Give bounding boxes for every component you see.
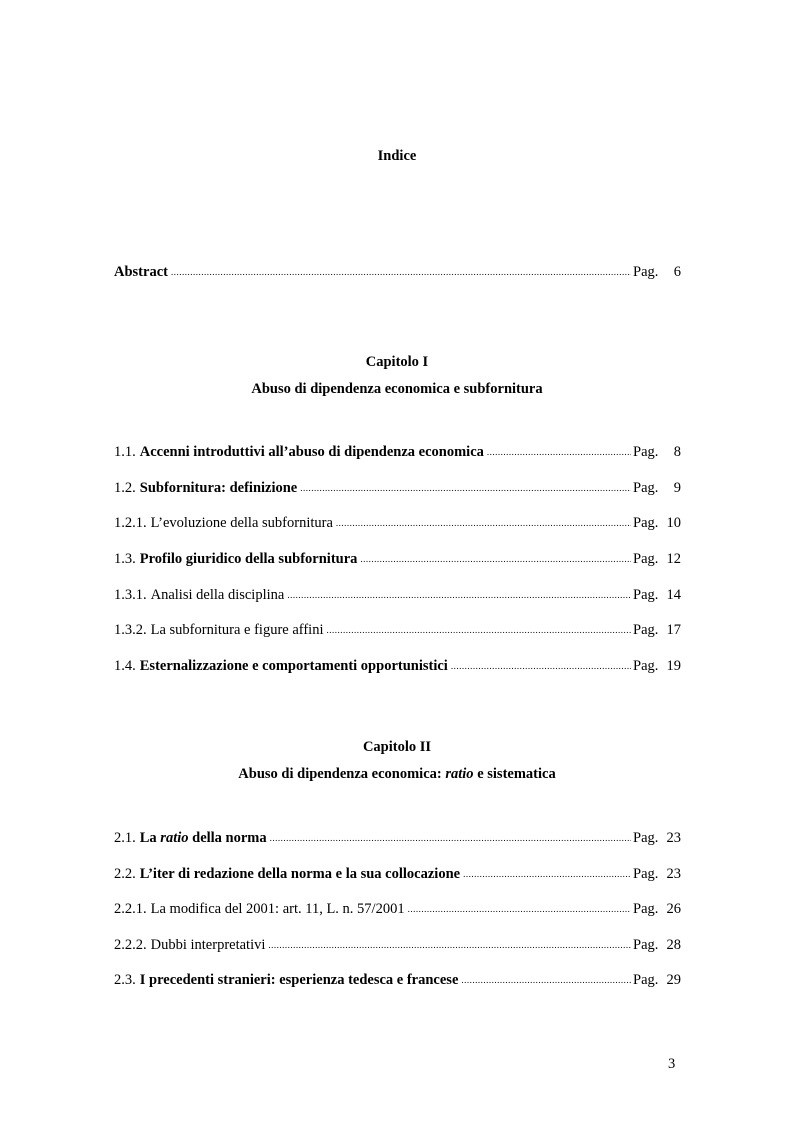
page-ref [633, 898, 681, 920]
toc-entry[interactable] [114, 898, 681, 920]
pag-label: Pag. [633, 972, 659, 988]
toc-entry-text: Esternalizzazione e comportamenti opportunistici [139, 658, 448, 674]
toc-entry-text: Accenni introduttivi all’abuso di dipendenza economica [139, 444, 484, 460]
toc-entry[interactable] [114, 969, 681, 991]
toc-entry-text: La subfornitura e figure affini [150, 622, 324, 638]
page-title: Indice [377, 148, 417, 164]
dot-leader [487, 441, 631, 463]
page-value: 9 [673, 480, 681, 496]
dot-leader [300, 477, 631, 499]
toc-entry-text-part: della norma [188, 830, 267, 846]
pag-label: Pag. [633, 444, 659, 460]
toc-entry-text: Analisi della disciplina [150, 587, 285, 603]
page-value: 23 [666, 866, 681, 882]
toc-entry[interactable] [114, 441, 681, 463]
section-number: 2.2.1. [114, 901, 147, 917]
page-value: 23 [666, 830, 681, 846]
pag-label: Pag. [633, 587, 659, 603]
page-ref [633, 863, 681, 885]
toc-entry-text: Subfornitura: definizione [139, 480, 298, 496]
toc-entry-text-part: La [139, 830, 161, 846]
dot-leader [461, 969, 631, 991]
page-ref [633, 477, 681, 499]
dot-leader [360, 548, 631, 570]
pag-label: Pag. [633, 937, 659, 953]
page-ref [633, 441, 681, 463]
section-number: 1.3.1. [114, 587, 147, 603]
toc-entry-text: La modifica del 2001: art. 11, L. n. 57/2001 [150, 901, 405, 917]
dot-leader [451, 655, 631, 677]
chapter-title [0, 764, 794, 784]
toc-entry[interactable] [114, 477, 681, 499]
toc-entry[interactable] [114, 863, 681, 885]
toc-entry[interactable] [114, 619, 681, 641]
toc-entry-text-italic: ratio [160, 830, 189, 846]
page-ref [633, 619, 681, 641]
section-number: 2.1. [114, 830, 136, 846]
pag-label: Pag. [633, 830, 659, 846]
dot-leader [336, 512, 631, 534]
page-ref [633, 934, 681, 956]
pag-label: Pag. [633, 901, 659, 917]
toc-entry-text: Dubbi interpretativi [150, 937, 266, 953]
toc-entry[interactable] [114, 655, 681, 677]
section-number: 2.2. [114, 866, 136, 882]
toc-entry[interactable] [114, 827, 681, 849]
page-value: 26 [666, 901, 681, 917]
toc-entry-text: Abstract [114, 264, 168, 280]
chapter-title-part: Abuso di dipendenza economica: [238, 766, 446, 782]
page-value: 19 [666, 658, 681, 674]
pag-label: Pag. [633, 866, 659, 882]
dot-leader [270, 827, 631, 849]
chapter-label: Capitolo II [362, 739, 432, 755]
dot-leader [171, 261, 631, 283]
page-ref [633, 584, 681, 606]
page-value: 14 [666, 587, 681, 603]
page-ref [633, 969, 681, 991]
toc-entry[interactable] [114, 548, 681, 570]
page-value: 10 [666, 515, 681, 531]
dot-leader [408, 898, 631, 920]
section-number: 1.2.1. [114, 515, 147, 531]
page-value: 17 [666, 622, 681, 638]
pag-label: Pag. [633, 264, 659, 280]
page-ref [633, 827, 681, 849]
toc-entry-text: L’iter di redazione della norma e la sua collocazione [139, 866, 461, 882]
section-number: 1.2. [114, 480, 136, 496]
toc-entry[interactable] [114, 584, 681, 606]
section-number: 2.2.2. [114, 937, 147, 953]
page-number: 3 [668, 1056, 676, 1072]
page-value: 8 [673, 444, 681, 460]
page-value: 12 [666, 551, 681, 567]
page-ref [633, 512, 681, 534]
dot-leader [463, 863, 631, 885]
chapter-title-italic: ratio [445, 766, 474, 782]
section-number: 1.4. [114, 658, 136, 674]
page-value: 29 [666, 972, 681, 988]
toc-entry-text: I precedenti stranieri: esperienza tedesca e francese [139, 972, 459, 988]
pag-label: Pag. [633, 480, 659, 496]
chapter-title: Abuso di dipendenza economica e subfornitura [251, 381, 543, 397]
page-value: 6 [673, 264, 681, 280]
toc-entry-text: Profilo giuridico della subfornitura [139, 551, 358, 567]
toc-entry[interactable] [114, 512, 681, 534]
page-ref [633, 548, 681, 570]
dot-leader [287, 584, 631, 606]
page-ref [633, 655, 681, 677]
toc-entry-text: L’evoluzione della subfornitura [150, 515, 333, 531]
page-value: 28 [666, 937, 681, 953]
dot-leader [268, 934, 631, 956]
section-number: 1.3. [114, 551, 136, 567]
section-number: 2.3. [114, 972, 136, 988]
chapter-label: Capitolo I [365, 354, 429, 370]
chapter-title-part: e sistematica [473, 766, 556, 782]
pag-label: Pag. [633, 515, 659, 531]
pag-label: Pag. [633, 658, 659, 674]
pag-label: Pag. [633, 622, 659, 638]
pag-label: Pag. [633, 551, 659, 567]
section-number: 1.1. [114, 444, 136, 460]
section-number: 1.3.2. [114, 622, 147, 638]
toc-entry[interactable] [114, 934, 681, 956]
dot-leader [327, 619, 632, 641]
toc-entry-text [140, 827, 267, 849]
page-ref [633, 261, 681, 283]
toc-entry-abstract[interactable] [114, 261, 681, 283]
